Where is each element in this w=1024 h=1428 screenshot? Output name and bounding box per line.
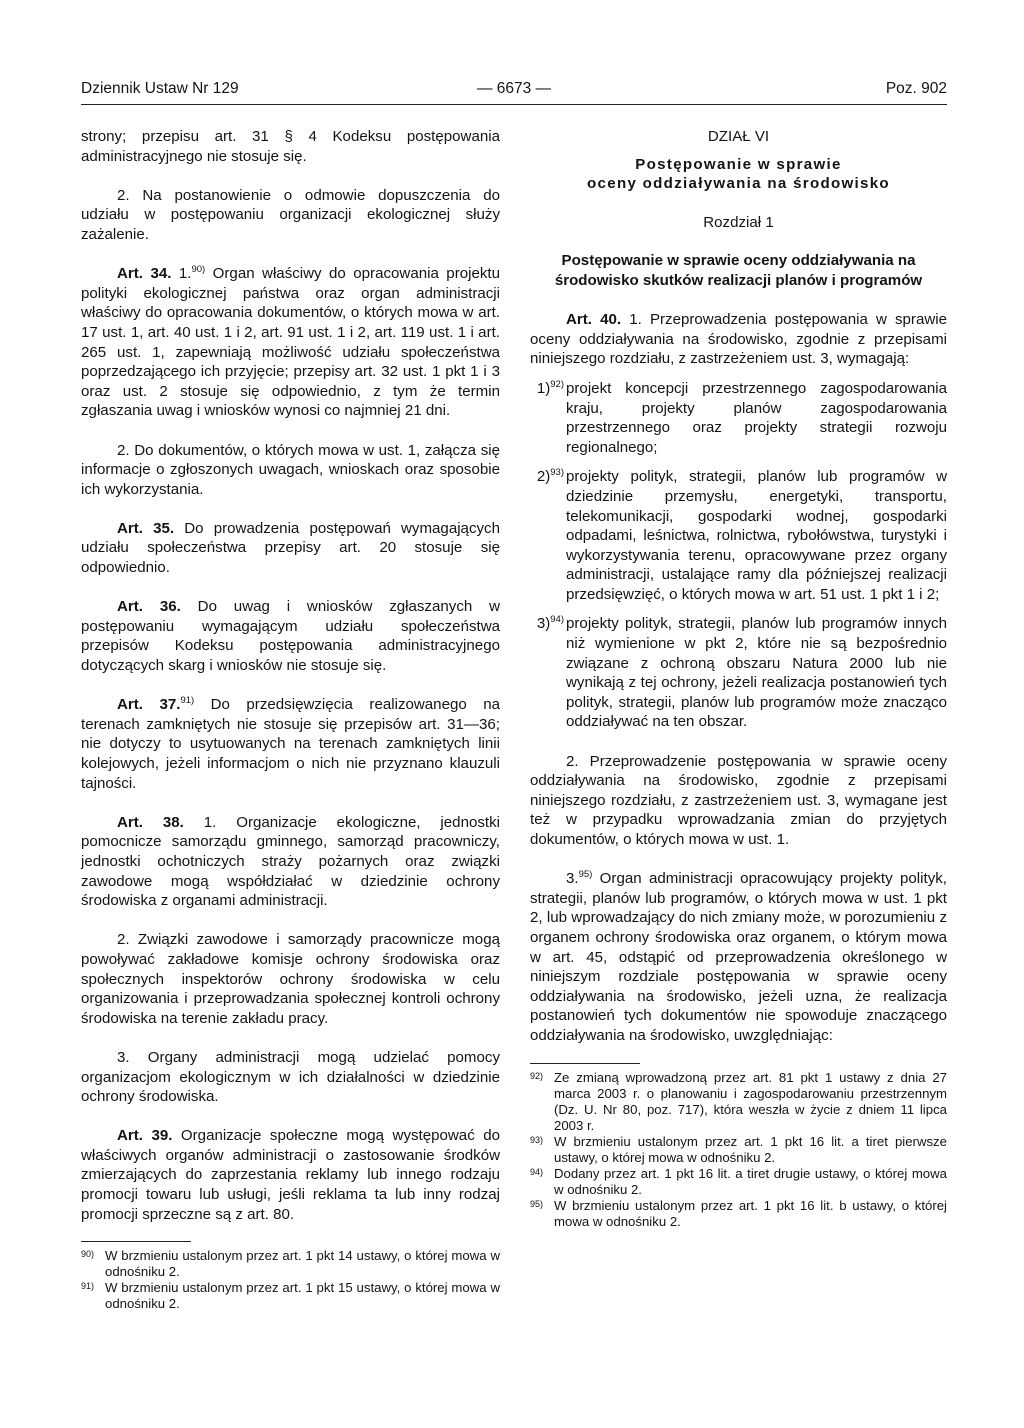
footnote-text: W brzmieniu ustalonym przez art. 1 pkt 15 ustawy, o której mowa w odnośniku 2. <box>105 1280 500 1312</box>
item-text: projekt koncepcji przestrzennego zagospodarowania kraju, projekty planów zagospodarowania przestrzennego oraz projekty strategii rozwoju regionalnego; <box>566 379 947 456</box>
journal-title: Dziennik Ustaw Nr 129 <box>81 80 239 97</box>
paragraph: 2. Na postanowienie o odmowie dopuszczenia do udziału w postępowaniu organizacji ekologicznej służy zażalenie. <box>81 186 500 243</box>
footnote-text: W brzmieniu ustalonym przez art. 1 pkt 16 lit. a tiret pierwsze ustawy, o której mowa w odnośniku 2. <box>554 1133 947 1165</box>
footnote <box>530 1134 947 1166</box>
footnote-number: 93) <box>530 1134 544 1145</box>
footnote <box>530 1166 947 1198</box>
article-34 <box>81 264 500 421</box>
paragraph-number: 3. <box>566 870 579 888</box>
page-header <box>81 80 947 102</box>
footnote-ref: 91) <box>180 695 195 707</box>
division-title: oceny oddziaływania na środowisko <box>587 175 890 193</box>
list-item <box>530 379 947 457</box>
footnote-text: W brzmieniu ustalonym przez art. 1 pkt 16 lit. b ustawy, o której mowa w odnośniku 2. <box>554 1197 947 1229</box>
article-text: 1. Przeprowadzenia postępowania w sprawie oceny oddziaływania na środowisko, zgodnie z przepisami niniejszego rozdziału, z zastrzeżeniem ust. 3, wymagają: <box>530 311 947 368</box>
article-label: Art. 38. <box>117 813 184 831</box>
paragraph: strony; przepisu art. 31 § 4 Kodeksu postępowania administracyjnego nie stosuje się. <box>81 128 500 165</box>
article-38 <box>81 813 500 911</box>
article-36 <box>81 597 500 675</box>
article-label: Art. 35. <box>117 519 175 537</box>
paragraph-number: 1. <box>178 265 192 283</box>
article-label: Art. 40. <box>566 311 622 329</box>
article-text: Do uwag i wniosków zgłaszanych w postępowaniu wymagającym udziału społeczeństwa przepisów Kodeksu postępowania administracyjnego dotyczących skarg i wniosków nie stosuje się. <box>81 598 500 675</box>
footnote-rule <box>81 1241 191 1242</box>
footnote-number: 95) <box>530 1198 544 1209</box>
article-label: Art. 34. <box>117 265 172 283</box>
footnote <box>81 1280 500 1312</box>
footnote-text: W brzmieniu ustalonym przez art. 1 pkt 14 ustawy, o której mowa w odnośniku 2. <box>105 1248 500 1280</box>
footnote-number: 94) <box>530 1166 544 1177</box>
item-text: projekty polityk, strategii, planów lub programów w dziedzinie przemysłu, energetyki, transportu, telekomunikacji, gospodarki wodnej, gospodarki odpadami, leśnictwa, rolnictwa, rybołówstwa, turystyki i wykorzystywania terenu, opracowywane przez organy administracji, ustalające ramy dla późniejszej realizacji przedsięwzięć, o których mowa w art. 51 ust. 1 pkt 1 i 2; <box>566 468 947 603</box>
footnote-number: 90) <box>81 1249 95 1260</box>
paragraph: 3. Organy administracji mogą udzielać pomocy organizacjom ekologicznym w ich działalności w dziedzinie ochrony środowiska. <box>81 1048 500 1106</box>
chapter-heading: Rozdział 1 <box>703 213 774 231</box>
footnote-rule <box>530 1063 640 1064</box>
article-text: Organ właściwy do opracowania projektu polityki ekologicznej państwa oraz organ administracji właściwy do opracowania dokumentów, o których mowa w art. 17 ust. 1, art. 40 ust. 1 i 2, art. 91 ust. 1 i 2, art. 119 ust. 1 i art. 265 ust. 1, zapewniają możliwość udziału społeczeństwa poprzedzającego ich przyjęcie; przepisy art. 32 ust. 1 pkt 1 i 3 oraz ust. 2 stosuje się odpowiednio, z tym że termin zgłaszania uwag i wniosków wynosi co najmniej 21 dni. <box>81 265 500 420</box>
article-text: Do przedsięwzięcia realizowanego na terenach zamkniętych nie stosuje się przepisów art. 31—36; nie dotyczy to usytuowanych na terenach zamkniętych linii kolejowych, jeżeli informacjom o nich nie przyznano klauzuli tajności. <box>81 696 501 792</box>
list-item <box>530 614 947 732</box>
footnote-ref: 95) <box>578 869 593 881</box>
footnote <box>530 1198 947 1230</box>
left-column <box>81 127 500 1312</box>
item-number: 1)$^{92)}$ <box>536 378 564 397</box>
article-40 <box>530 310 947 369</box>
page-number: — 6673 — <box>476 80 552 97</box>
list-item <box>530 467 947 604</box>
article-text: 1. Organizacje ekologiczne, jednostki pomocnicze samorządu gminnego, samorząd pracowniczy, jednostki ochotniczych straży pożarnych oraz związki zawodowe mogą współdziałać w dziedzinie ochrony środowiska z organami administracji. <box>81 813 500 910</box>
right-column <box>530 127 947 1230</box>
article-text: Organizacje społeczne mogą występować do właściwych organów administracji o zastosowanie środków zmierzających do zaprzestania reklamy lub innego rodzaju promocji towaru lub usługi, jeśli reklama ta lub inny rodzaj promocji sprzeczne są z art. 80. <box>81 1127 500 1223</box>
article-label: Art. 36. <box>117 598 181 616</box>
article-40-3 <box>530 869 947 1045</box>
item-text: projekty polityk, strategii, planów lub programów innych niż wymienione w pkt 2, które nie są bezpośrednio związane z ochroną obszaru Natura 2000 lub nie wynikają z tej ochrony, jeżeli realizacja postanowień tych polityk, strategii, planów lub programów może znacząco oddziaływać na ten obszar. <box>566 615 947 731</box>
article-text: Organ administracji opracowujący projekty polityk, strategii, planów lub programów, o których mowa w ust. 1 pkt 2, lub wprowadzający do nich zmiany może, w porozumieniu z organem ochrony środowiska oraz organem, o którym mowa w art. 45, odstąpić od przeprowadzenia określonego w niniejszym rozdziale postępowania w sprawie oceny oddziaływania na środowisko, jeżeli uzna, że realizacja postanowień tych dokumentów nie spowoduje znaczącego oddziaływania na środowisko, uwzględniając: <box>530 870 947 1044</box>
header-rule <box>81 104 947 105</box>
footnote-text: Ze zmianą wprowadzoną przez art. 81 pkt 1 ustawy z dnia 27 marca 2003 r. o planowaniu i zagospodarowaniu przestrzennym (Dz. U. Nr 80, poz. 717), która weszła w życie z dniem 11 lipca 2003 r. <box>554 1069 947 1133</box>
footnote <box>81 1248 500 1280</box>
item-number: 2)$^{93)}$ <box>536 467 564 486</box>
footnote-number: 91) <box>81 1281 95 1292</box>
footnote-text: Dodany przez art. 1 pkt 16 lit. a tiret drugie ustawy, o której mowa w odnośniku 2. <box>554 1165 947 1197</box>
article-label: Art. 39. <box>117 1127 173 1145</box>
division-title: Postępowanie w sprawie <box>635 155 842 173</box>
article-35 <box>81 519 500 578</box>
article-39 <box>81 1126 500 1224</box>
paragraph: 2. Przeprowadzenie postępowania w sprawie oceny oddziaływania na środowisko, zgodnie z przepisami niniejszego rozdziału, z zastrzeżeniem ust. 3, wymagane jest też w przypadku wprowadzania zmian do przyjętych dokumentów, o których mowa w ust. 1. <box>530 752 947 848</box>
footnote <box>530 1070 947 1134</box>
paragraph: 2. Do dokumentów, o których mowa w ust. 1, załącza się informacje o zgłoszonych uwagach, wnioskach oraz sposobie ich wykorzystania. <box>81 441 500 498</box>
paragraph: 2. Związki zawodowe i samorządy pracownicze mogą powoływać zakładowe komisje ochrony środowiska oraz społecznych inspektorów ochrony środowiska w celu organizowania i przeprowadzania społecznej kontroli ochrony środowiska na terenie zakładu pracy. <box>81 931 500 1027</box>
footnote-ref: 90) <box>191 264 206 276</box>
chapter-title: Postępowanie w sprawie oceny oddziaływania na środowisko skutków realizacji planów i programów <box>554 252 923 289</box>
article-text: Do prowadzenia postępowań wymagających udziału społeczeństwa przepisy art. 20 stosuje się odpowiednio. <box>81 519 500 577</box>
article-37 <box>81 695 500 793</box>
footnote-number: 92) <box>530 1070 544 1081</box>
division-heading: DZIAŁ VI <box>707 128 770 145</box>
article-label: Art. 37. <box>117 696 181 714</box>
item-number: 3)$^{94)}$ <box>536 614 564 633</box>
position-number: Poz. 902 <box>885 80 947 97</box>
